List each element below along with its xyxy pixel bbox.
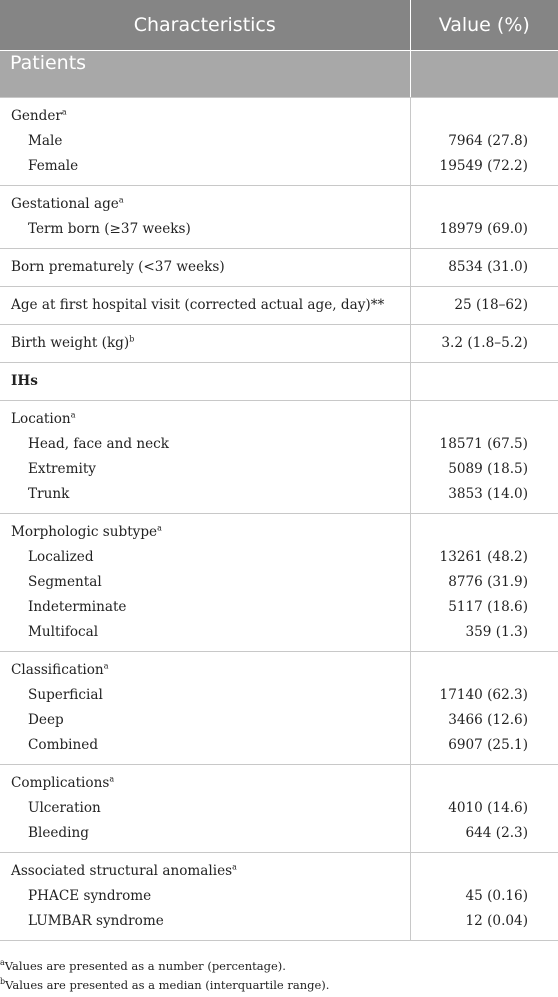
group-row [0,765,558,853]
subrow-label: Segmental [28,574,102,590]
footnote-marker: a [103,661,109,671]
subrow-label: Ulceration [28,800,101,816]
group-row [0,325,558,363]
group-heading [11,255,404,280]
group-label-cell [0,514,410,652]
group-heading [11,192,404,217]
subrow-label: PHACE syndrome [28,888,152,904]
footnote [0,976,558,995]
group-label-cell [0,401,410,514]
group-value-cell [410,249,558,287]
group-heading-value [411,658,558,683]
group-heading-text: Born prematurely (<37 weeks) [11,259,225,275]
group-heading [11,407,404,432]
subrow-label: Trunk [28,486,70,502]
subrow-value: 18571 (67.5) [439,436,528,452]
subrow-value: 3466 (12.6) [448,712,528,728]
group-heading-value: 25 (18–62) [454,297,528,313]
group-heading-value: 3.2 (1.8–5.2) [441,335,528,351]
subrow-value: 18979 (69.0) [439,221,528,237]
group-label-cell [0,765,410,853]
subrow-value: 12 (0.04) [465,913,528,929]
group-heading-text: Morphologic subtype [11,524,158,540]
group-heading-value: 8534 (31.0) [448,259,528,275]
section-value-empty [410,51,558,98]
group-row [0,652,558,765]
group-heading-value [411,771,558,796]
group-value-cell [410,652,558,765]
group-row [0,249,558,287]
table-header-row [0,0,558,51]
subrow-value: 7964 (27.8) [448,133,528,149]
footnote-marker: a [109,774,115,784]
group-row [0,287,558,325]
group-value-cell [410,325,558,363]
group-heading-text: Age at first hospital visit (corrected actual age, day)** [11,297,385,313]
subrow-value: 359 (1.3) [465,624,528,640]
group-value-cell [410,98,558,186]
subrow-value: 13261 (48.2) [439,549,528,565]
group-value-cell [410,186,558,249]
subrow-value: 19549 (72.2) [439,158,528,174]
group-value-cell [410,287,558,325]
subrow-value: 644 (2.3) [465,825,528,841]
group-row [0,401,558,514]
subrow-label: Female [28,158,79,174]
subrow-value: 8776 (31.9) [448,574,528,590]
group-label-cell [0,186,410,249]
group-heading [11,104,404,129]
subrow-label: Extremity [28,461,96,477]
subrow-value: 5089 (18.5) [448,461,528,477]
group-heading-text: IHs [11,373,38,389]
footnote-marker: a [70,410,76,420]
subrow-label: Term born (≥37 weeks) [28,221,191,237]
group-value-cell [410,401,558,514]
subrow-value: 4010 (14.6) [448,800,528,816]
group-value-cell [410,765,558,853]
footnote-marker: a [232,862,237,872]
footnote-marker: a [157,523,162,533]
section-row-patients [0,51,558,98]
group-heading-value [411,520,558,545]
footnote-text: Values are presented as a median (interquartile range). [5,978,330,992]
subrow-label: Indeterminate [28,599,127,615]
group-heading-value [411,369,558,394]
group-heading [11,331,404,356]
group-row [0,363,558,401]
group-value-cell [410,514,558,652]
group-heading-text: Associated structural anomalies [11,863,233,879]
group-heading [11,520,404,545]
group-heading [11,293,404,318]
group-heading [11,859,404,884]
group-label-cell [0,652,410,765]
group-heading-text: Gender [11,108,62,124]
group-heading-value [411,859,558,884]
group-heading-text: Birth weight (kg) [11,335,130,351]
header-characteristics: Characteristics [0,0,410,51]
subrow-value: 3853 (14.0) [448,486,528,502]
group-heading-value [411,407,558,432]
subrow-label: Combined [28,737,99,753]
group-label-cell [0,287,410,325]
group-label-cell [0,363,410,401]
footnote-marker: a [61,107,67,117]
group-label-cell [0,249,410,287]
group-heading-text: Classification [11,662,104,678]
footnote [0,957,558,976]
subrow-label: Localized [28,549,94,565]
subrow-value: 5117 (18.6) [448,599,528,615]
footnote-marker: a [0,958,5,968]
group-heading [11,658,404,683]
footnote-marker: b [0,977,6,987]
group-row [0,98,558,186]
subrow-value: 17140 (62.3) [439,687,528,703]
subrow-label: Male [28,133,63,149]
group-heading-value [411,192,558,217]
subrow-label: Bleeding [28,825,89,841]
group-heading-text: Complications [11,775,110,791]
group-label-cell [0,98,410,186]
group-heading-value [411,104,558,129]
subrow-value: 45 (0.16) [465,888,528,904]
subrow-label: Head, face and neck [28,436,169,452]
section-label-patients: Patients [0,51,410,98]
group-value-cell [410,363,558,401]
table-footnotes [0,957,558,995]
group-row [0,186,558,249]
group-label-cell [0,325,410,363]
group-heading-text: Location [11,411,71,427]
subrow-value: 6907 (25.1) [448,737,528,753]
group-row [0,853,558,941]
subrow-label: LUMBAR syndrome [28,913,164,929]
subrow-label: Multifocal [28,624,99,640]
group-label-cell [0,853,410,941]
group-row [0,514,558,652]
subrow-label: Deep [28,712,64,728]
table-body [0,51,558,941]
group-heading [11,771,404,796]
footnote-text: Values are presented as a number (percentage). [4,959,286,973]
footnote-marker: a [118,195,124,205]
footnote-marker: b [129,334,135,344]
group-value-cell [410,853,558,941]
header-value: Value (%) [410,0,558,51]
group-heading [11,369,404,394]
group-heading-text: Gestational age [11,196,119,212]
subrow-label: Superficial [28,687,103,703]
